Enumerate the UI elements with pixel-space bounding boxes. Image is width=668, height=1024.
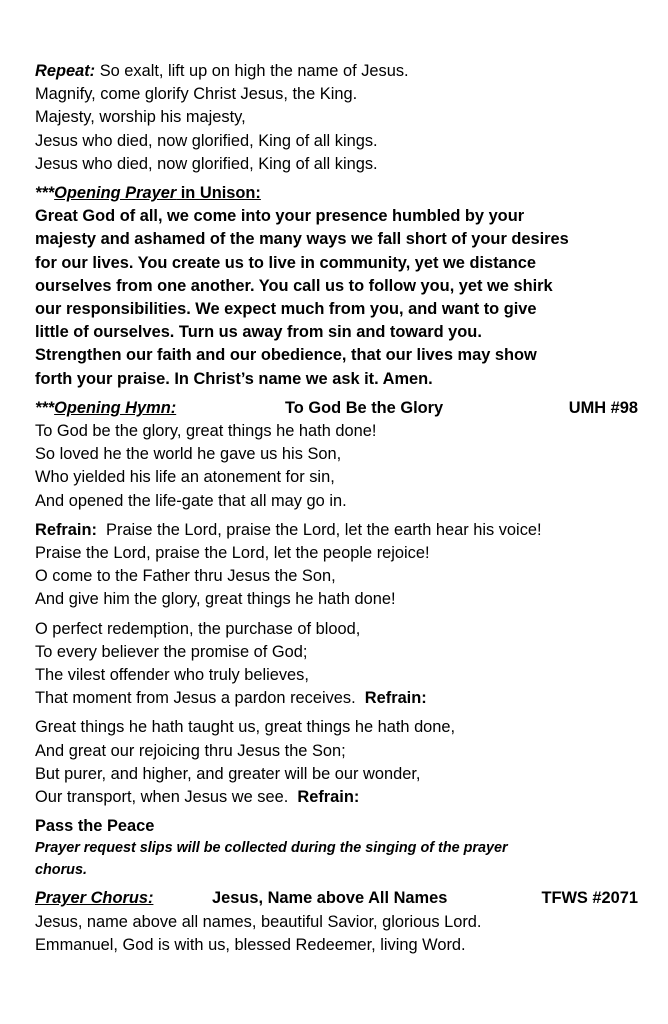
opening-hymn-heading: ***Opening Hymn: To God Be the Glory UMH #98 [35,397,638,420]
prayer-request-note: chorus. [35,861,87,878]
repeat-section [35,60,638,176]
hymn-line: That moment from Jesus a pardon receives. Refrain: [35,689,427,708]
refrain-line: O come to the Father thru Jesus the Son, [35,567,336,586]
hymn-line: So loved he the world he gave us his Son, [35,445,342,464]
repeat-line: Jesus who died, now glorified, King of all kings. [35,154,378,173]
refrain-line: And give him the glory, great things he hath done! [35,590,396,609]
pass-peace-section [35,815,638,881]
hymn-line: To every believer the promise of God; [35,642,308,661]
hymn-line: The vilest offender who truly believes, [35,666,309,685]
opening-hymn-section [35,397,638,809]
refrain-label: Refrain: [35,520,97,539]
hymn-line: And great our rejoicing thru Jesus the Son; [35,741,346,760]
prayer-chorus-label: Prayer Chorus: [35,889,154,908]
repeat-line: Magnify, come glorify Christ Jesus, the King. [35,85,358,104]
repeat-label: Repeat: [35,62,96,80]
opening-prayer-section [35,182,638,391]
prayer-line: majesty and ashamed of the many ways we fall short of your desires [35,230,569,249]
refrain-first-line: Refrain: Praise the Lord, praise the Lord, let the earth hear his voice! [35,520,542,539]
chorus-line: Jesus, name above all names, beautiful Savior, glorious Lord. [35,912,482,931]
prayer-chorus-heading [35,887,638,910]
prayer-line: for our lives. You create us to live in community, yet we distance [35,253,536,272]
hymn-line: Great things he hath taught us, great things he hath done, [35,718,456,737]
repeat-first-line: Repeat: So exalt, lift up on high the name of Jesus. [35,62,409,80]
prayer-chorus-title: Jesus, Name above All Names [212,889,448,908]
prayer-request-note: Prayer request slips will be collected during the singing of the prayer [35,840,508,857]
hymn-line: Who yielded his life an atonement for sin, [35,468,335,487]
refrain-cue: Refrain: [297,788,360,807]
prayer-chorus-section [35,887,638,957]
prayer-line: little of ourselves. Turn us away from sin and toward you. [35,323,482,342]
pass-peace-heading: Pass the Peace [35,817,155,836]
opening-hymn-label: Opening Hymn: [54,398,177,417]
prayer-line: Great God of all, we come into your presence humbled by your [35,207,525,226]
prayer-chorus-number: TFWS #2071 [541,889,638,908]
hymn-line: Our transport, when Jesus we see. Refrain: [35,788,360,807]
chorus-line: Emmanuel, God is with us, blessed Redeemer, living Word. [35,935,466,954]
prayer-line: Strengthen our faith and our obedience, that our lives may show [35,346,537,365]
repeat-line: Majesty, worship his majesty, [35,108,246,127]
hymn-line: To God be the glory, great things he hath done! [35,422,377,441]
hymn-line: But purer, and higher, and greater will be our wonder, [35,764,421,783]
hymn-line: O perfect redemption, the purchase of blood, [35,619,361,638]
opening-prayer-heading: ***Opening Prayer in Unison: [35,184,261,203]
refrain-line: Praise the Lord, praise the Lord, let the people rejoice! [35,544,430,563]
prayer-line: ourselves from one another. You call us to follow you, yet we shirk [35,276,553,295]
prayer-line: forth your praise. In Christ’s name we ask it. Amen. [35,369,433,388]
repeat-line: Jesus who died, now glorified, King of all kings. [35,131,378,150]
opening-prayer-text [35,205,638,391]
refrain-cue: Refrain: [364,689,427,708]
hymn-line: And opened the life-gate that all may go in. [35,491,347,510]
opening-hymn-title: To God Be the Glory [285,398,444,417]
opening-hymn-number: UMH #98 [568,398,638,417]
prayer-line: our responsibilities. We expect much from you, and want to give [35,300,537,319]
